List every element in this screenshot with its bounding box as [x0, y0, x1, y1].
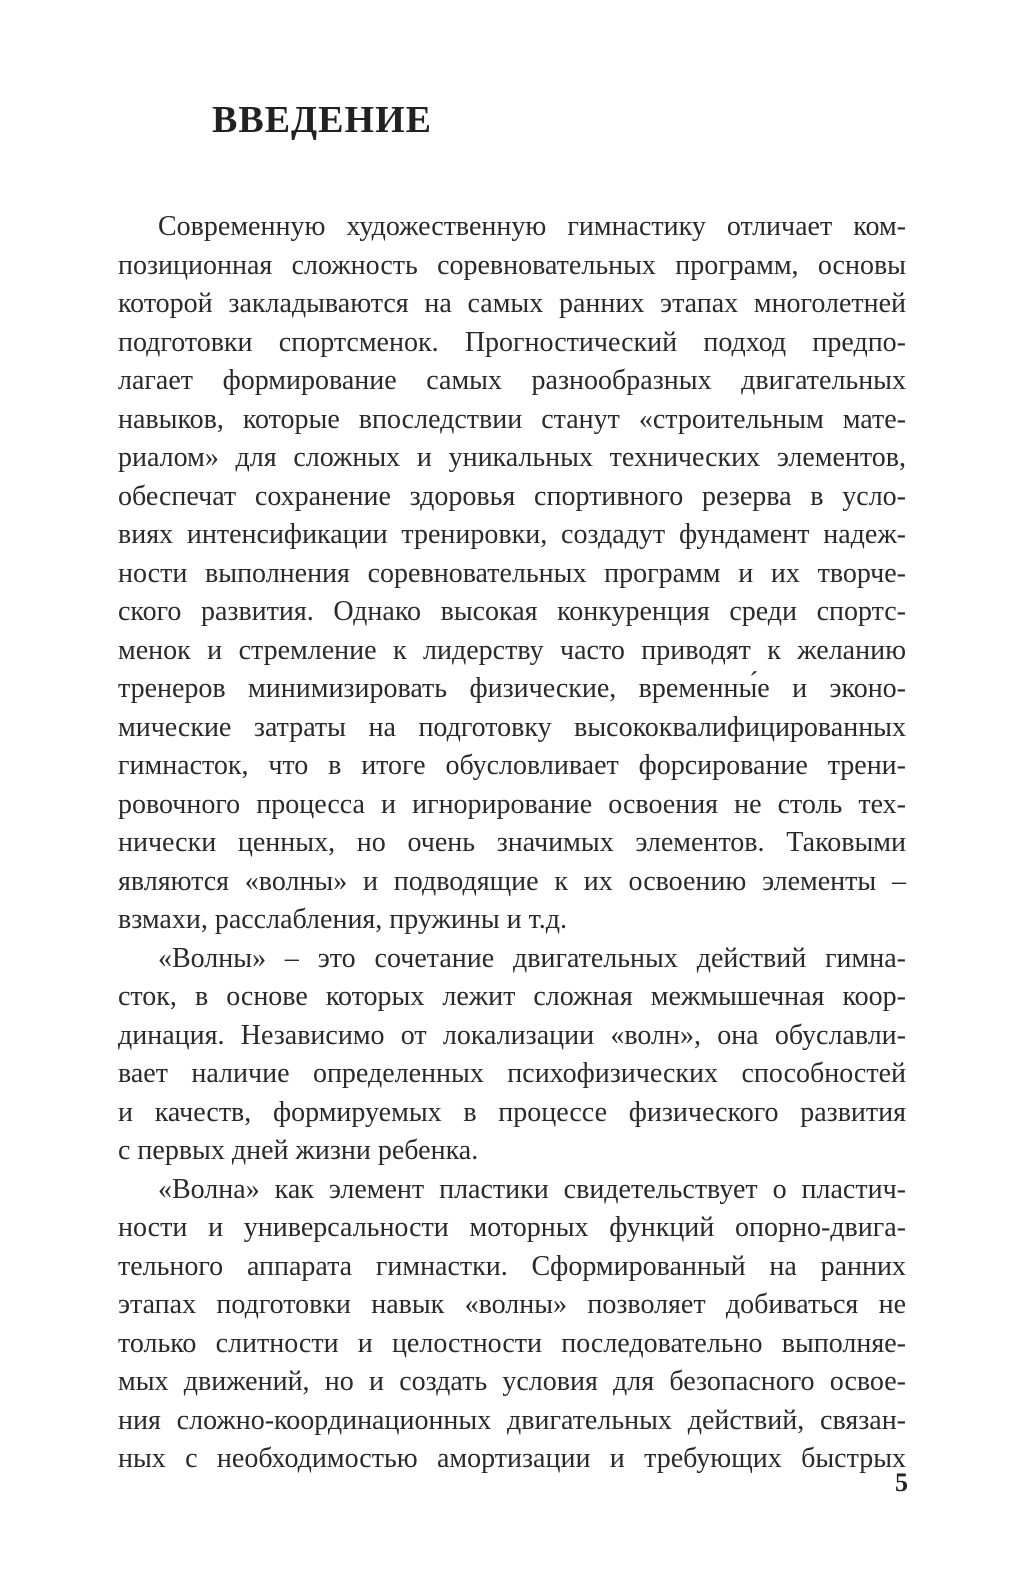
text-line: гимнасток, что в итоге обусловливает форсирование трени- [118, 750, 906, 781]
text-line: тельного аппарата гимнастки. Сформированный на ранних [118, 1250, 906, 1282]
text-line: с первых дней жизни ребенка. [118, 1135, 479, 1166]
text-line: мические затраты на подготовку высококвалифицированных [118, 711, 906, 743]
text-line: являются «волны» и подводящие к их освоению элементы – [118, 865, 906, 897]
text-line: позиционная сложность соревновательных программ, основы [118, 249, 906, 281]
text-line: мых движений, но и создать условия для безопасного освое- [118, 1366, 906, 1397]
text-line: лагает формирование самых разнообразных двигательных [118, 365, 906, 396]
text-line: и качеств, формируемых в процессе физического развития [118, 1096, 906, 1128]
text-line: вает наличие определенных психофизических способностей [118, 1058, 906, 1089]
text-line: менок и стремление к лидерству часто приводят к желанию [118, 634, 906, 666]
text-line: подготовки спортсменок. Прогностический подход предпо- [118, 326, 906, 358]
text-line: ности выполнения соревновательных программ и их творче- [118, 557, 906, 589]
text-line: которой закладываются на самых ранних этапах многолетней [118, 288, 906, 319]
text-line: ности и универсальности моторных функций опорно-двига- [118, 1212, 906, 1243]
text-line: ровочного процесса и игнорирование освоения не столь тех- [118, 788, 906, 820]
text-line: ского развития. Однако высокая конкуренция среди спортс- [118, 596, 906, 627]
text-line: только слитности и целостности последовательно выполняе- [118, 1327, 906, 1359]
text-line: обеспечат сохранение здоровья спортивного резерва в усло- [118, 480, 906, 512]
text-line: «Волны» – это сочетание двигательных действий гимна- [158, 942, 906, 974]
text-line: динация. Независимо от локализации «волн», она обуславли- [118, 1019, 906, 1051]
text-line: взмахи, расслабления, пружины и т.д. [118, 904, 568, 935]
chapter-heading: ВВЕДЕНИЕ [212, 99, 432, 141]
text-line: Современную художественную гимнастику отличает ком- [158, 211, 906, 242]
text-line: риалом» для сложных и уникальных технических элементов, [118, 442, 906, 473]
text-line: сток, в основе которых лежит сложная межмышечная коор- [118, 981, 906, 1012]
text-line: «Волна» как элемент пластики свидетельствует о пластич- [158, 1173, 906, 1205]
text-line: навыков, которые впоследствии станут «строительным мате- [118, 403, 906, 435]
text-line: нически ценных, но очень значимых элементов. Таковыми [118, 827, 906, 858]
body-text [118, 208, 906, 1479]
page-number: 5 [895, 1468, 908, 1497]
text-line: тренеров минимизировать физические, временны́е и эконо- [118, 673, 906, 704]
text-line: ных с необходимостью амортизации и требующих быстрых [118, 1443, 906, 1474]
text-line: виях интенсификации тренировки, создадут фундамент надеж- [118, 519, 906, 550]
text-line: ния сложно-координационных двигательных действий, связан- [118, 1404, 906, 1436]
text-line: этапах подготовки навык «волны» позволяет добиваться не [118, 1289, 906, 1320]
